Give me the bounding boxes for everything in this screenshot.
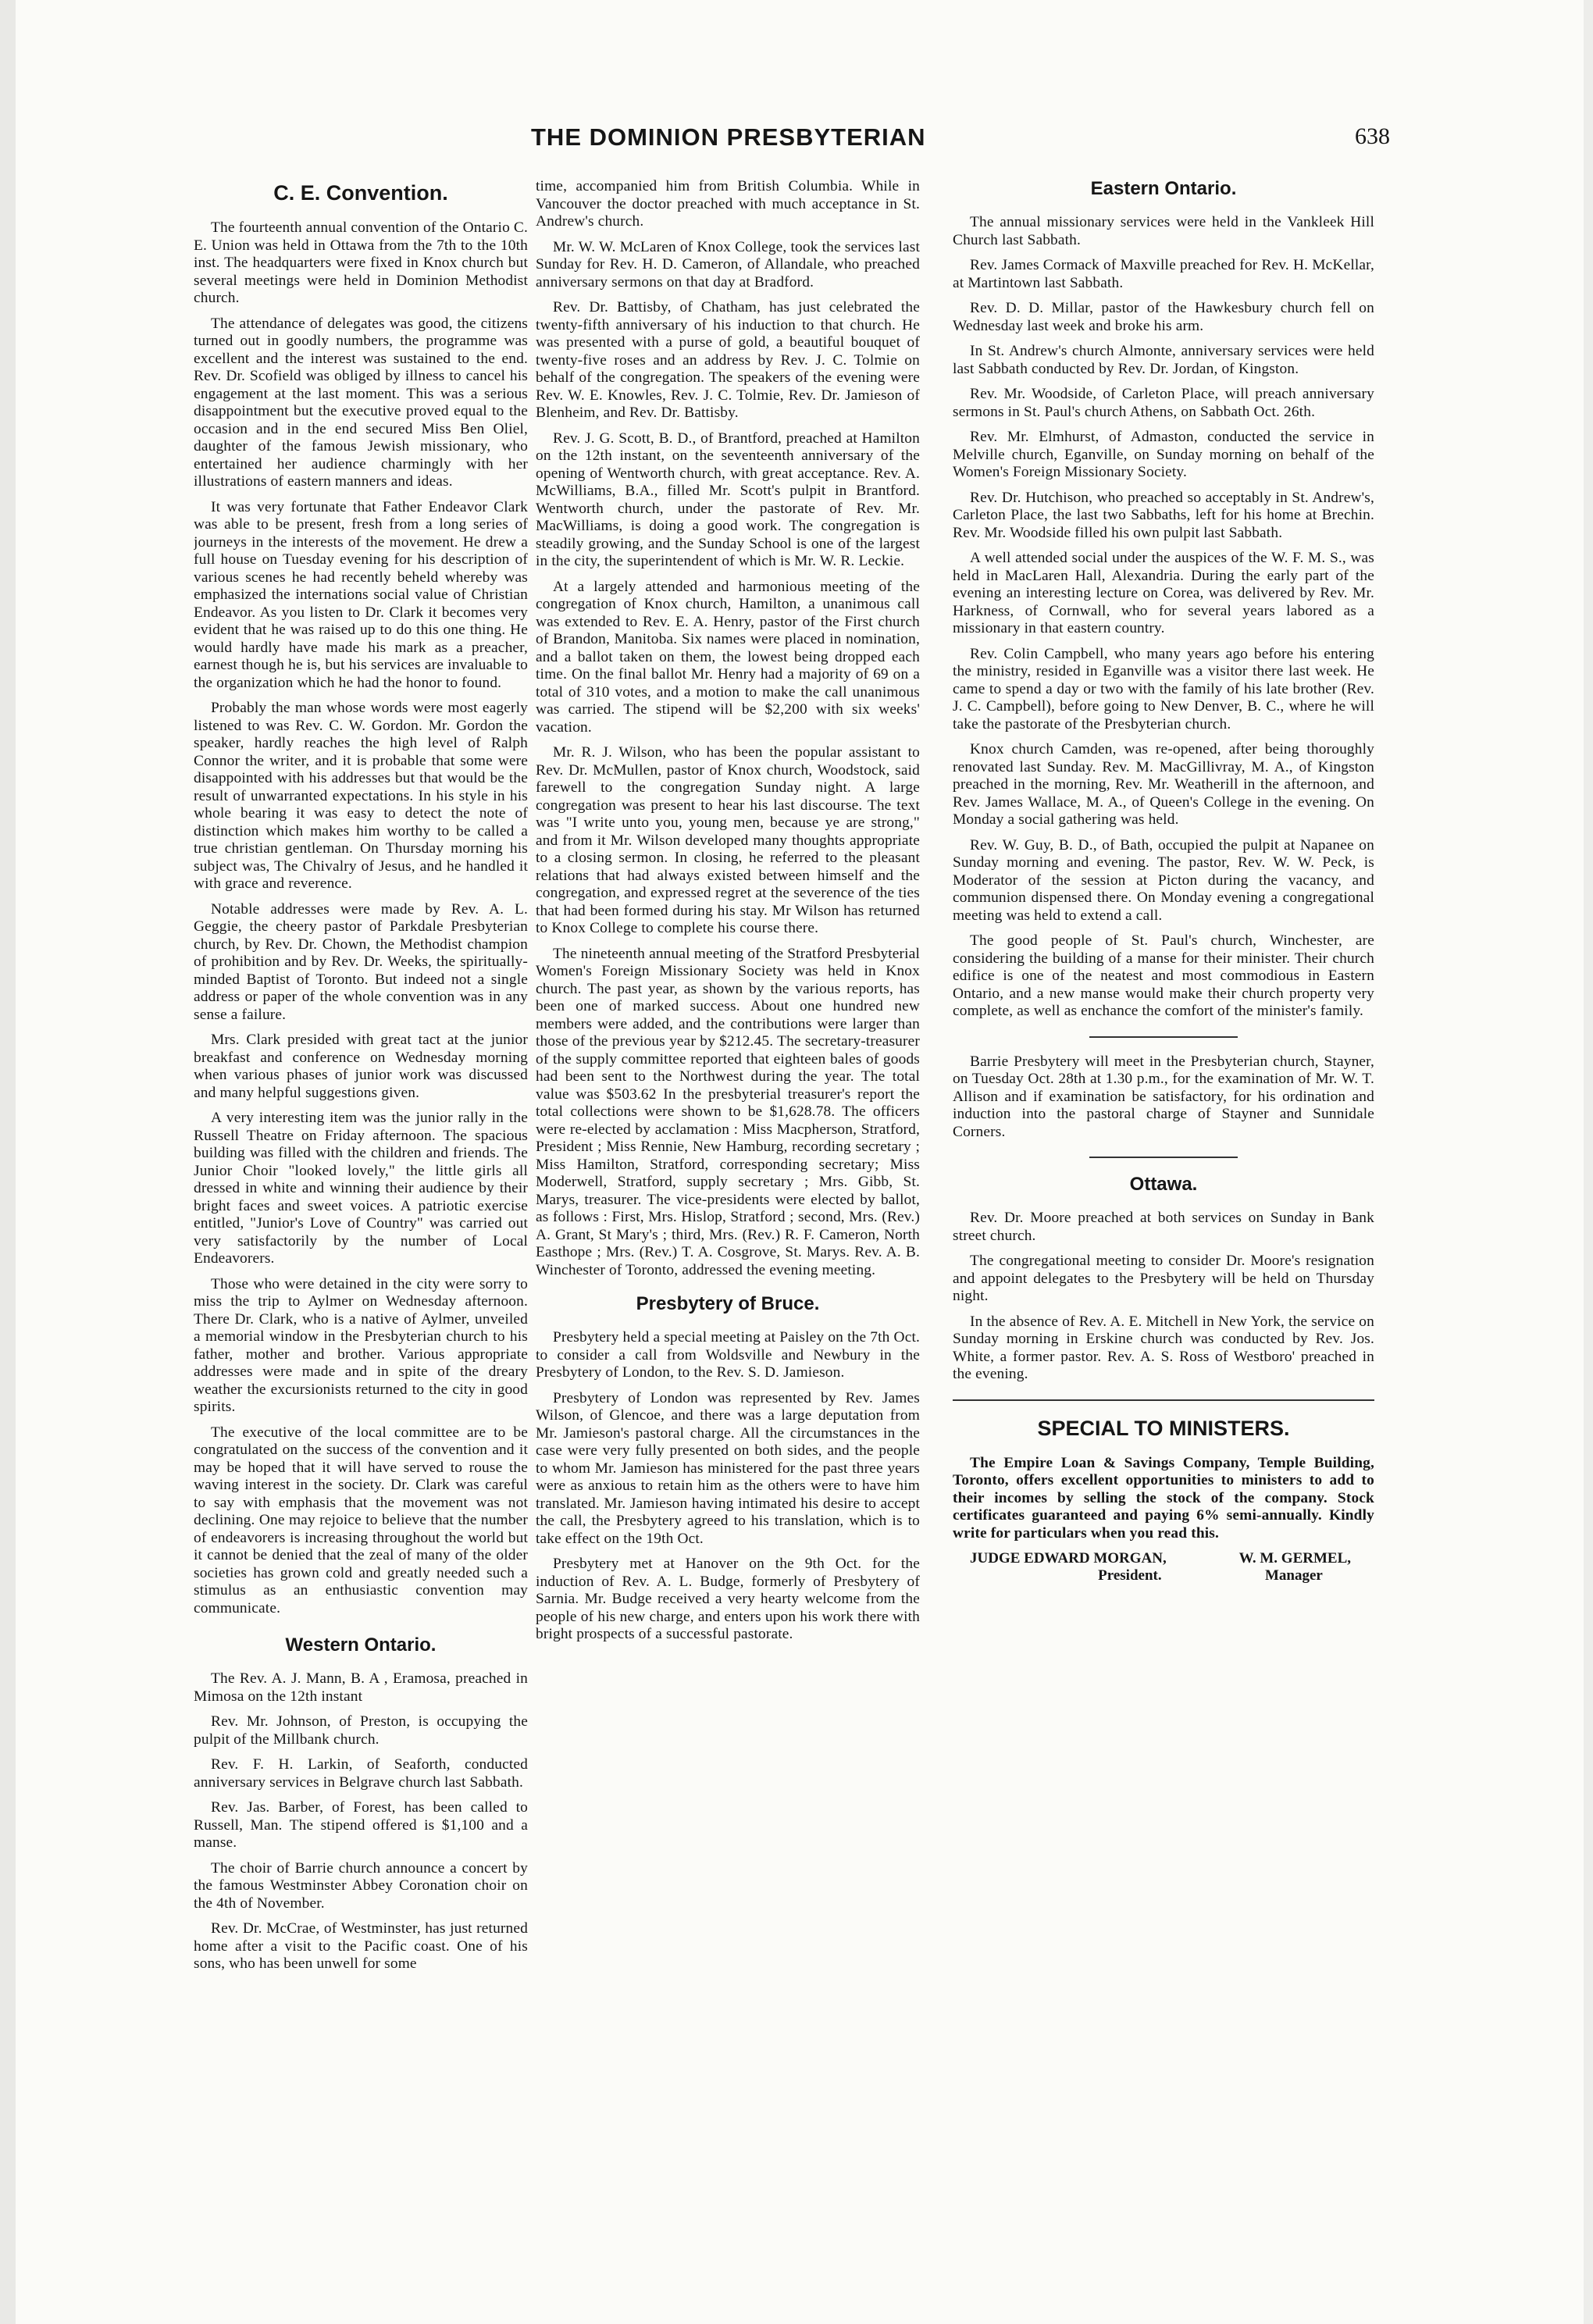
section-divider: [1089, 1157, 1238, 1158]
article-paragraph: A very interesting item was the junior rally in the Russell Theatre on Friday afternoon. The spacious building was filled with the children and friends. The Junior Choir "looked lovely," the little girls all dressed in white and winning their audience by their bright faces and sweet voices. A patriotic exercise entitled, "Junior's Love of Country" was carried out very satisfactorily by the number of Local Endeavorers.: [194, 1110, 528, 1267]
section-heading-presbytery-of-bruce: Presbytery of Bruce.: [636, 1293, 820, 1314]
article-paragraph: The attendance of delegates was good, the citizens turned out in goodly numbers, the programme was excellent and the interest was sustained to the end. Rev. Dr. Scofield was obliged by illness to cancel his engagement at the last moment. This was a serious disappointment but the executive proved equal to the occasion and in the end secured Miss Ben Oliel, daughter of the famous Jewish missionary, who entertained her audience charmingly with her illustrations of eastern manners and ideas.: [194, 315, 528, 490]
page-number: 638: [1355, 123, 1390, 149]
page-header: [187, 123, 1390, 162]
signatory-title-2: Manager: [1264, 1567, 1323, 1584]
news-item: Presbytery met at Hanover on the 9th Oct. for the induction of Rev. A. L. Budge, formerly of Presbytery of Sarnia. Mr. Budge received a very hearty welcome from the people of his new charge, and enters upon his work there with bright prospects of a successful pastorate.: [536, 1556, 920, 1642]
advertisement-text: The Empire Loan & Savings Company, Temple Building, Toronto, offers excellent opportunities to ministers to add to their incomes by selling the stock of the company. Stock certificates guaranteed and paying 6% semi-annually. Kindly write for particulars when you read this.: [953, 1454, 1374, 1542]
signatory-name-1: JUDGE EDWARD MORGAN,: [970, 1550, 1167, 1567]
scan-edge-right: [1584, 0, 1593, 2324]
news-item: Rev. Colin Campbell, who many years ago before his entering the ministry, resided in Eganville was a visitor there last week. He came to spend a day or two with the family of his late brother (Rev. J. C. Campbell), before going to New Denver, B. C., where he will take the pastorate of the Presbyterian church.: [953, 645, 1374, 732]
column-middle: [536, 178, 920, 2287]
column-left: [194, 178, 528, 2287]
article-paragraph: Mrs. Clark presided with great tact at the junior breakfast and conference on Wednesday morning when various phases of junior work was discussed and many helpful suggestions given.: [194, 1032, 528, 1101]
news-item: Rev. D. D. Millar, pastor of the Hawkesbury church fell on Wednesday last week and broke his arm.: [953, 300, 1374, 334]
news-item: Rev. Dr. McCrae, of Westminster, has just returned home after a visit to the Pacific coast. One of his sons, who has been unwell for some: [194, 1920, 528, 1972]
news-item: Rev. Jas. Barber, of Forest, has been called to Russell, Man. The stipend offered is $1,100 and a manse.: [194, 1799, 528, 1851]
news-item: In the absence of Rev. A. E. Mitchell in New York, the service on Sunday morning in Erskine church was conducted by Rev. Jos. White, a former pastor. Rev. A. S. Ross of Westboro' preached in the evening.: [953, 1313, 1374, 1382]
section-heading-eastern-ontario: Eastern Ontario.: [1090, 178, 1237, 199]
signatory-title-1: President.: [1098, 1567, 1162, 1584]
scan-edge-left: [0, 0, 16, 2324]
news-item: The nineteenth annual meeting of the Stratford Presbyterial Women's Foreign Missionary Society was held in Knox church. The past year, as shown by the various reports, has been one of marked success. About one hundred new members were added, and the contributions were larger than those of the previous year by $212.45. The secretary-treasurer of the supply committee reported that eighteen bales of goods had been sent to the Northwest during the year. The total value was $503.62 In the presbyterial treasurer's report the total collections were shown to be $1,628.78. The officers were re-elected by acclamation : Miss Macpherson, Stratford, President ; Miss Rennie, New Hamburg, recording secretary ; Miss Hamilton, Stratford, corresponding secretary; Miss Moderwell, Stratford, supply secretary ; Mrs. Gibb, St. Marys, treasurer. The vice-presidents were elected by ballot, as follows : First, Mrs. Hislop, Stratford ; second, Mrs. (Rev.) A. Grant, St Mary's ; third, Mrs. (Rev.) R. F. Cameron, North Easthope ; Mrs. (Rev.) T. A. Cosgrove, St. Marys. Rev. A. B. Winchester of Toronto, addressed the evening meeting.: [536, 945, 920, 1278]
section-divider: [953, 1399, 1374, 1401]
advertisement-signature-titles: [953, 1567, 1374, 1584]
news-item: Rev. Mr. Elmhurst, of Admaston, conducted the service in Melville church, Eganville, on Sunday morning on behalf of the Women's Foreign Missionary Society.: [953, 429, 1374, 480]
news-item: Rev. Mr. Johnson, of Preston, is occupying the pulpit of the Millbank church.: [194, 1713, 528, 1748]
newspaper-title: THE DOMINION PRESBYTERIAN: [531, 123, 926, 151]
news-item: Knox church Camden, was re-opened, after being thoroughly renovated last Sunday. Rev. M. MacGillivray, M. A., of Kingston preached in the morning, Rev. Mr. Weatherill in the afternoon, and Rev. James Wallace, M. A., of Queen's College in the evening. On Monday a social gathering was held.: [953, 741, 1374, 828]
article-paragraph: The executive of the local committee are to be congratulated on the success of the convention and it may be hoped that it will have served to rouse the waving interest in the society. Dr. Clark was careful to say with emphasis that the movement was not declining. One may rejoice to believe that the number of endeavorers is increasing throughout the world but it cannot be denied that the zeal of many of the older societies has grown cold and greatly needed such a stimulus as an enthusiastic convention may communicate.: [194, 1424, 528, 1616]
section-heading-western-ontario: Western Ontario.: [285, 1634, 437, 1656]
news-item: Presbytery held a special meeting at Paisley on the 7th Oct. to consider a call from Woldsville and Newbury in the Presbytery of London, to the Rev. S. D. Jamieson.: [536, 1329, 920, 1381]
news-item: Rev. James Cormack of Maxville preached for Rev. H. McKellar, at Martintown last Sabbath.: [953, 257, 1374, 291]
news-item: Mr. W. W. McLaren of Knox College, took the services last Sunday for Rev. H. D. Cameron, of Allandale, who preached anniversary sermons on that day at Bradford.: [536, 238, 920, 290]
article-paragraph: Probably the man whose words were most eagerly listened to was Rev. C. W. Gordon. Mr. Gordon the speaker, hardly reaches the high level of Ralph Connor the writer, and it is probable that some were disappointed with his addresses but that would be the result of unwarranted expectations. In his style in his whole bearing it was easy to detect the note of distinction which makes him worthy to be called a true christian gentleman. On Thursday morning his subject was, The Chivalry of Jesus, and he handled it with grace and reverence.: [194, 700, 528, 892]
article-paragraph: Those who were detained in the city were sorry to miss the trip to Aylmer on Wednesday afternoon. There Dr. Clark, who is a native of Aylmer, unveiled a memorial window in the Presbyterian church to his father, mother and brother. Various appropriate addresses were made and in spite of the dreary weather the excursionists returned to the city in good spirits.: [194, 1275, 528, 1415]
news-item: Rev. Dr. Hutchison, who preached so acceptably in St. Andrew's, Carleton Place, the last two Sabbaths, left for his home at Brechin. Rev. Mr. Woodside filled his own pulpit last Sabbath.: [953, 489, 1374, 541]
news-item: The choir of Barrie church announce a concert by the famous Westminster Abbey Coronation choir on the 4th of November.: [194, 1859, 528, 1912]
news-item: In St. Andrew's church Almonte, anniversary services were held last Sabbath conducted by Rev. Dr. Jordan, of Kingston.: [953, 343, 1374, 377]
news-item: The good people of St. Paul's church, Winchester, are considering the building of a manse for their minister. Their church edifice is one of the neatest and most commodious in Eastern Ontario, and a new manse would make their church property very complete, as well as enchance the comfort of the minister's family.: [953, 932, 1374, 1019]
barrie-presbytery-notice: Barrie Presbytery will meet in the Presbyterian church, Stayner, on Tuesday Oct. 28th at 1.30 p.m., for the examination of Mr. W. T. Allison and if examination be satisfactory, for his ordination and induction into the pastoral charge of Stayner and Sunnidale Corners.: [953, 1053, 1374, 1140]
news-item: The congregational meeting to consider Dr. Moore's resignation and appoint delegates to the Presbytery will be held on Thursday night.: [953, 1253, 1374, 1304]
news-item: time, accompanied him from British Columbia. While in Vancouver the doctor preached with much acceptance in St. Andrew's church.: [536, 178, 920, 230]
news-item: Rev. Mr. Woodside, of Carleton Place, will preach anniversary sermons in St. Paul's church Athens, on Sabbath Oct. 26th.: [953, 386, 1374, 420]
news-item: The annual missionary services were held in the Vankleek Hill Church last Sabbath.: [953, 214, 1374, 248]
article-paragraph: The fourteenth annual convention of the Ontario C. E. Union was held in Ottawa from the 7th to the 10th inst. The headquarters were fixed in Knox church but several meetings were held in Dominion Methodist church.: [194, 219, 528, 306]
news-item: At a largely attended and harmonious meeting of the congregation of Knox church, Hamilton, a unanimous call was extended to Rev. E. A. Henry, pastor of the First church of Brandon, Manitoba. Six names were placed in nomination, and a ballot taken on them, the lowest being dropped each time. On the final ballot Mr. Henry had a majority of 69 on a total of 310 votes, and a motion to make the call unanimous was carried. The stipend will be $2,200 with six weeks' vacation.: [536, 578, 920, 736]
news-item: The Rev. A. J. Mann, B. A , Eramosa, preached in Mimosa on the 12th instant: [194, 1670, 528, 1705]
section-heading-special-to-ministers: SPECIAL TO MINISTERS.: [1037, 1416, 1290, 1440]
article-paragraph: Notable addresses were made by Rev. A. L. Geggie, the cheery pastor of Parkdale Presbyterian church, by Rev. Dr. Chown, the Methodist champion of prohibition and by Rev. Dr. Weeks, the spiritually-minded Baptist of Toronto. But indeed not a single address or paper of the whole convention was in any sense a failure.: [194, 900, 528, 1023]
news-item: Mr. R. J. Wilson, who has been the popular assistant to Rev. Dr. McMullen, pastor of Knox church, Woodstock, said farewell to the congregation Sunday night. A large congregation was present to hear his last discourse. The text was "I write unto you, young men, because ye are strong," and from it Mr. Wilson developed many thoughts appropriate to a closing sermon. In closing, he referred to the pleasant relations that had always existed between himself and the congregation, and expressed regret at the severence of the ties that had been formed during his stay. Mr Wilson has returned to Knox College to complete his course there.: [536, 744, 920, 936]
signatory-name-2: W. M. GERMEL,: [1238, 1550, 1351, 1567]
section-divider: [1089, 1036, 1238, 1038]
advertisement-signature: [953, 1550, 1374, 1567]
news-item: Rev. Dr. Battisby, of Chatham, has just celebrated the twenty-fifth anniversary of his induction to that church. He was presented with a purse of gold, a beautiful bouquet of twenty-five roses and an address by Rev. J. C. Tolmie on behalf of the congregation. The speakers of the evening were Rev. W. E. Knowles, Rev. J. C. Tolmie, Rev. Dr. Jamieson of Blenheim, and Rev. Dr. Battisby.: [536, 299, 920, 421]
article-paragraph: It was very fortunate that Father Endeavor Clark was able to be present, fresh from a long series of journeys in the interests of the movement. He drew a full house on Tuesday evening for his description of various scenes he had recently beheld whereby was emphasized the internations social value of Christian Endeavor. As you listen to Dr. Clark it becomes very evident that he was raised up to do this one thing. He would hardly have made his mark as a preacher, earnest though he is, but his services are invaluable to the organization which he had the honor to found.: [194, 498, 528, 691]
news-item: Presbytery of London was represented by Rev. James Wilson, of Glencoe, and there was a large deputation from Mr. Jamieson's pastoral charge. All the circumstances in the case were very fully presented on both sides, and the people to whom Mr. Jamieson has ministered for the past three years were as anxious to retain him as the others were to have him translated. Mr. Jamieson having intimated his desire to accept the call, the Presbytery agreed to his translation, which is to take effect on the 19th Oct.: [536, 1389, 920, 1547]
news-item: A well attended social under the auspices of the W. F. M. S., was held in MacLaren Hall, Alexandria. During the early part of the evening an interesting lecture on Corea, was delivered by Rev. Mr. Harkness, of Cornwall, who for several years labored as a missionary in that eastern country.: [953, 550, 1374, 636]
news-item: Rev. W. Guy, B. D., of Bath, occupied the pulpit at Napanee on Sunday morning and evening. The pastor, Rev. W. W. Peck, is Moderator of the session at Picton during the vacancy, and communion dispensed there. On Monday evening a congregational meeting was held to extend a call.: [953, 836, 1374, 924]
news-item: Rev. J. G. Scott, B. D., of Brantford, preached at Hamilton on the 12th instant, on the seventeenth anniversary of the opening of Wentworth church, with great acceptance. Rev. A. McWilliams, B.A., filled Mr. Scott's pulpit in Brantford. Wentworth church, under the pastorate of Rev. Mr. MacWilliams, is doing a good work. The congregation is steadily growing, and the Sunday School is one of the largest in the city, the superintendent of which is Mr. W. R. Leckie.: [536, 430, 920, 569]
section-heading-ce-convention: C. E. Convention.: [273, 181, 448, 205]
section-heading-ottawa: Ottawa.: [1129, 1174, 1198, 1195]
column-right: [953, 178, 1374, 2287]
news-item: Rev. F. H. Larkin, of Seaforth, conducted anniversary services in Belgrave church last Sabbath.: [194, 1756, 528, 1791]
news-item: Rev. Dr. Moore preached at both services on Sunday in Bank street church.: [953, 1210, 1374, 1244]
